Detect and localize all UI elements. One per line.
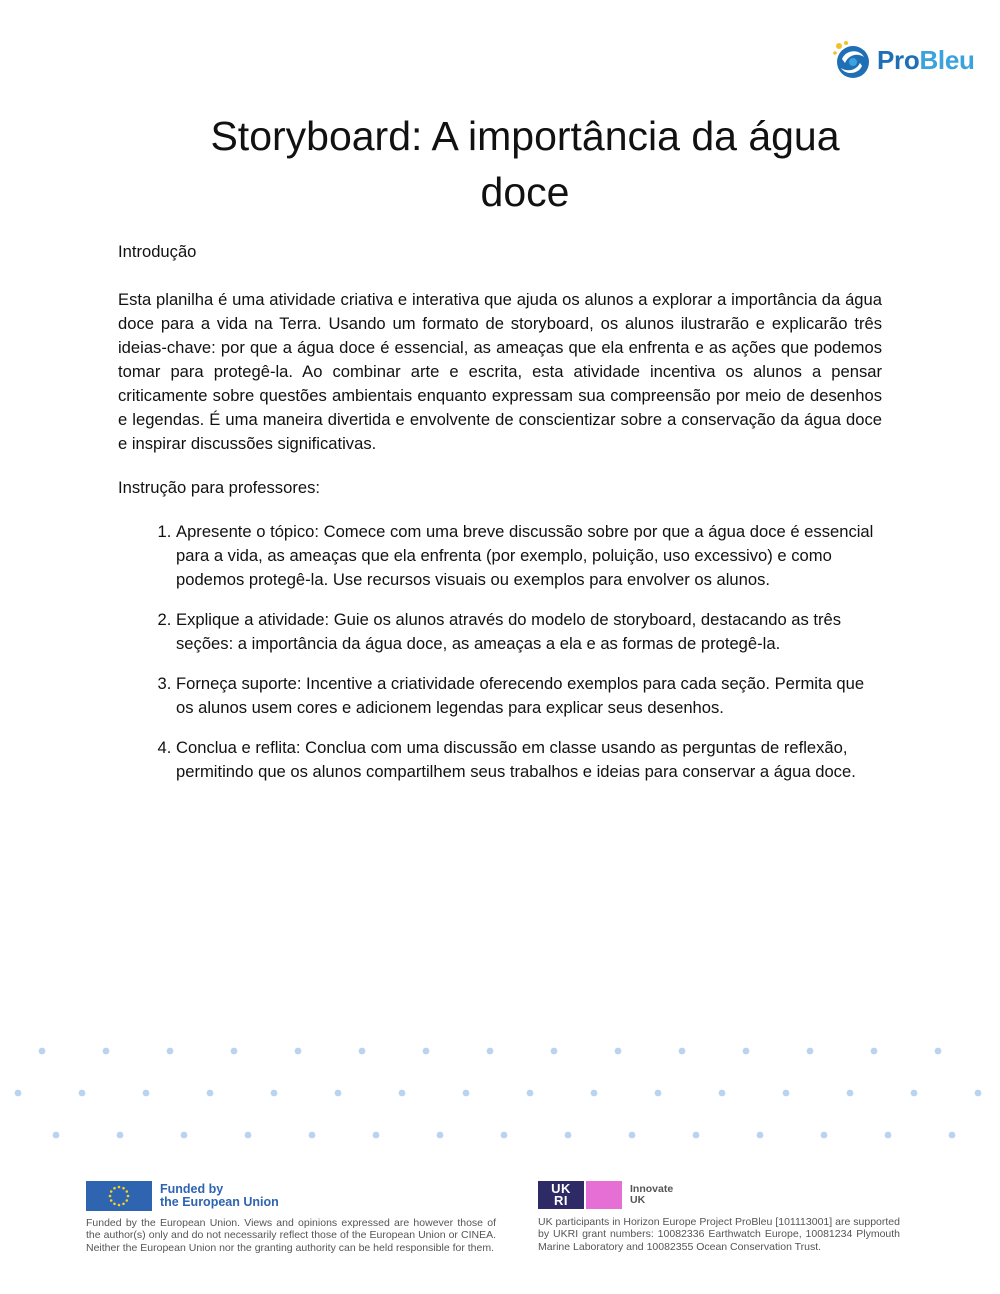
decorative-dot <box>693 1132 700 1139</box>
eu-funded-line-1: Funded by <box>160 1182 224 1196</box>
decorative-dot <box>39 1048 46 1055</box>
document-body <box>118 240 882 800</box>
ukri-line-1: UK <box>551 1181 571 1196</box>
ukri-funding-block <box>538 1180 900 1253</box>
probleu-swirl-icon <box>832 39 872 81</box>
decorative-dot <box>551 1048 558 1055</box>
decorative-dot <box>53 1132 60 1139</box>
title-line-1: Storyboard: A importância da água <box>210 113 840 159</box>
ukri-line-2: RI <box>554 1193 568 1208</box>
decorative-dot <box>565 1132 572 1139</box>
decorative-dot <box>935 1048 942 1055</box>
innovate-line-2: UK <box>630 1194 646 1206</box>
ukri-disclaimer: UK participants in Horizon Europe Project ProBleu [101113001] are supported by UKRI grant numbers: 10082336 Earthwatch Europe, 10081234 Plymouth Marine Laboratory and 10082355 Ocean Conservation Trust. <box>538 1216 900 1253</box>
innovate-uk-mark-icon <box>586 1181 622 1209</box>
instruction-step: 2. Explique a atividade: Guie os alunos através do modelo de storyboard, destacando as três seções: a importância da água doce, as ameaças a ela e as formas de protegê-la. <box>176 608 882 656</box>
decorative-dot <box>181 1132 188 1139</box>
decorative-dot <box>103 1048 110 1055</box>
decorative-dot <box>885 1132 892 1139</box>
logo-bleu-text: Bleu <box>919 44 975 75</box>
decorative-dot <box>679 1048 686 1055</box>
instruction-step: 4. Conclua e reflita: Conclua com uma discussão em classe usando as perguntas de reflexão, permitindo que os alunos compartilhem seus trabalhos e ideias para conservar a água doce. <box>176 736 882 784</box>
eu-disclaimer: Funded by the European Union. Views and opinions expressed are however those of the author(s) only and do not necessarily reflect those of the European Union or CINEA. Neither the European Union nor the granting authority can be held responsible for them. <box>86 1217 496 1254</box>
decorative-dot <box>423 1048 430 1055</box>
intro-paragraph: Esta planilha é uma atividade criativa e interativa que ajuda os alunos a explorar a importância da água doce para a vida na Terra. Usando um formato de storyboard, os alunos ilustrarão e explicarão três ideias-chave: por que a água doce é essencial, as ameaças que ela enfrenta e as ações que podemos tomar para protegê-la. Ao combinar arte e escrita, esta atividade incentiva os alunos a pensar criticamente sobre questões ambientais enquanto expressam sua compreensão por meio de desenhos e legendas. É uma maneira divertida e envolvente de conscientizar sobre a conservação da água doce e inspirar discussões significativas. <box>118 290 882 453</box>
decorative-dot <box>629 1132 636 1139</box>
instructions-heading: Instrução para professores: <box>118 478 320 497</box>
decorative-dot <box>807 1048 814 1055</box>
decorative-dot <box>295 1048 302 1055</box>
decorative-dot <box>847 1090 854 1097</box>
decorative-dot <box>245 1132 252 1139</box>
ukri-logo <box>538 1181 584 1209</box>
intro-heading: Introdução <box>118 242 197 261</box>
decorative-dot <box>399 1090 406 1097</box>
decorative-dot <box>231 1048 238 1055</box>
decorative-dot <box>949 1132 956 1139</box>
eu-flag-icon <box>86 1181 152 1211</box>
decorative-dot <box>463 1090 470 1097</box>
innovate-line-1: Innovate <box>630 1183 674 1195</box>
instruction-step: 1. Apresente o tópico: Comece com uma breve discussão sobre por que a água doce é essencial para a vida, as ameaças que ela enfrenta (por exemplo, poluição, uso excessivo) e como podemos protegê-la. Use recursos visuais ou exemplos para envolver os alunos. <box>176 520 882 592</box>
eu-funded-line-2: the European Union <box>160 1195 279 1209</box>
decorative-dot <box>359 1048 366 1055</box>
decorative-dot <box>615 1048 622 1055</box>
decorative-dot <box>821 1132 828 1139</box>
eu-funding-block <box>86 1181 496 1254</box>
page-title <box>100 108 950 220</box>
decorative-dot <box>117 1132 124 1139</box>
decorative-dot <box>591 1090 598 1097</box>
decorative-dot <box>309 1132 316 1139</box>
logo-pro-text: Pro <box>877 44 920 75</box>
decorative-dot <box>487 1048 494 1055</box>
probleu-wordmark <box>877 45 975 76</box>
decorative-dot <box>719 1090 726 1097</box>
decorative-dot <box>207 1090 214 1097</box>
decorative-dot <box>975 1090 982 1097</box>
probleu-logo <box>832 38 975 82</box>
decorative-dot <box>167 1048 174 1055</box>
decorative-dot <box>911 1090 918 1097</box>
title-line-2: doce <box>480 169 570 215</box>
decorative-dot <box>15 1090 22 1097</box>
decorative-dot-pattern <box>0 1036 1000 1146</box>
decorative-dot <box>655 1090 662 1097</box>
decorative-dot <box>783 1090 790 1097</box>
decorative-dot <box>271 1090 278 1097</box>
decorative-dot <box>757 1132 764 1139</box>
decorative-dot <box>373 1132 380 1139</box>
decorative-dot <box>143 1090 150 1097</box>
decorative-dot <box>527 1090 534 1097</box>
decorative-dot <box>335 1090 342 1097</box>
instruction-step: 3. Forneça suporte: Incentive a criatividade oferecendo exemplos para cada seção. Permita que os alunos usem cores e adicionem legendas para explicar seus desenhos. <box>176 672 882 720</box>
instructions-list <box>118 520 882 784</box>
decorative-dot <box>79 1090 86 1097</box>
decorative-dot <box>501 1132 508 1139</box>
decorative-dot <box>871 1048 878 1055</box>
eu-funded-label <box>160 1183 279 1209</box>
decorative-dot <box>437 1132 444 1139</box>
decorative-dot <box>743 1048 750 1055</box>
innovate-uk-label <box>630 1184 673 1206</box>
